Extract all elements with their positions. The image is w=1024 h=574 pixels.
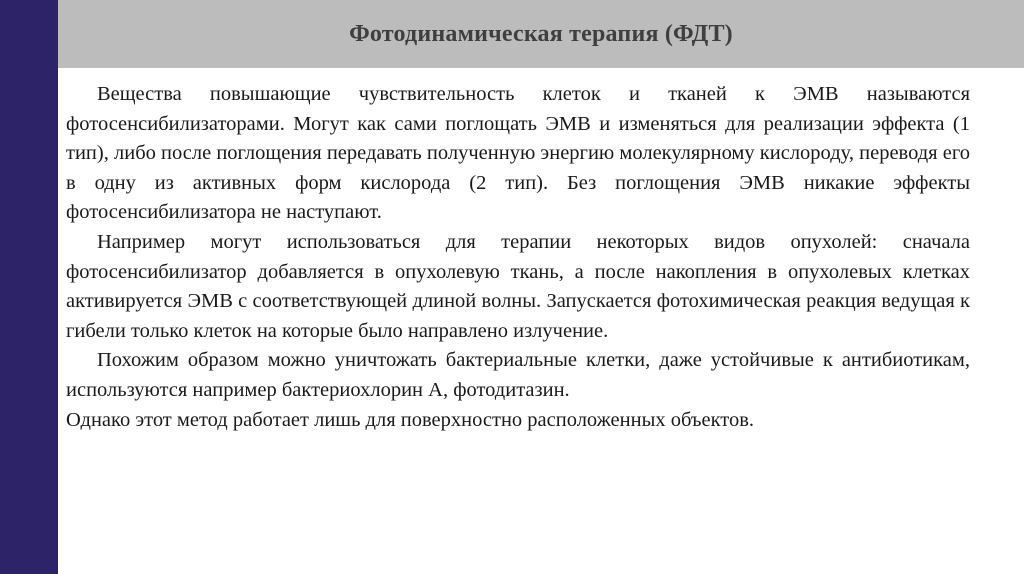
paragraph-limitation: Однако этот метод работает лишь для поверхностно расположенных объектов. (66, 408, 755, 431)
slide-body (66, 80, 970, 435)
slide-title: Фотодинамическая терапия (ФДТ) (349, 21, 733, 47)
paragraph-tumor-therapy: Например могут использоваться для терапии некоторых видов опухолей: сначала фотосенсибилизатор добавляется в опухолевую ткань, а после накопления в опухолевых клетках активируется ЭМВ с соответствующей длиной волны. Запускается фотохимическая реакция ведущая к гибели только клеток на которые было направлено излучение. (66, 230, 970, 342)
left-accent-bar (0, 0, 58, 574)
paragraph-photosensitizers: Вещества повышающие чувствительность клеток и тканей к ЭМВ называются фотосенсибилизаторами. Могут как сами поглощать ЭМВ и изменяться для реализации эффекта (1 тип), либо после поглощения передавать полученную энергию молекулярному кислороду, переводя его в одну из активных форм кислорода (2 тип). Без поглощения ЭМВ никакие эффекты фотосенсибилизатора не наступают. (66, 83, 970, 224)
paragraph-bacteria: Похожим образом можно уничтожать бактериальные клетки, даже устойчивые к антибиотикам, используются например бактериохлорин А, фотодитазин. (66, 349, 970, 401)
